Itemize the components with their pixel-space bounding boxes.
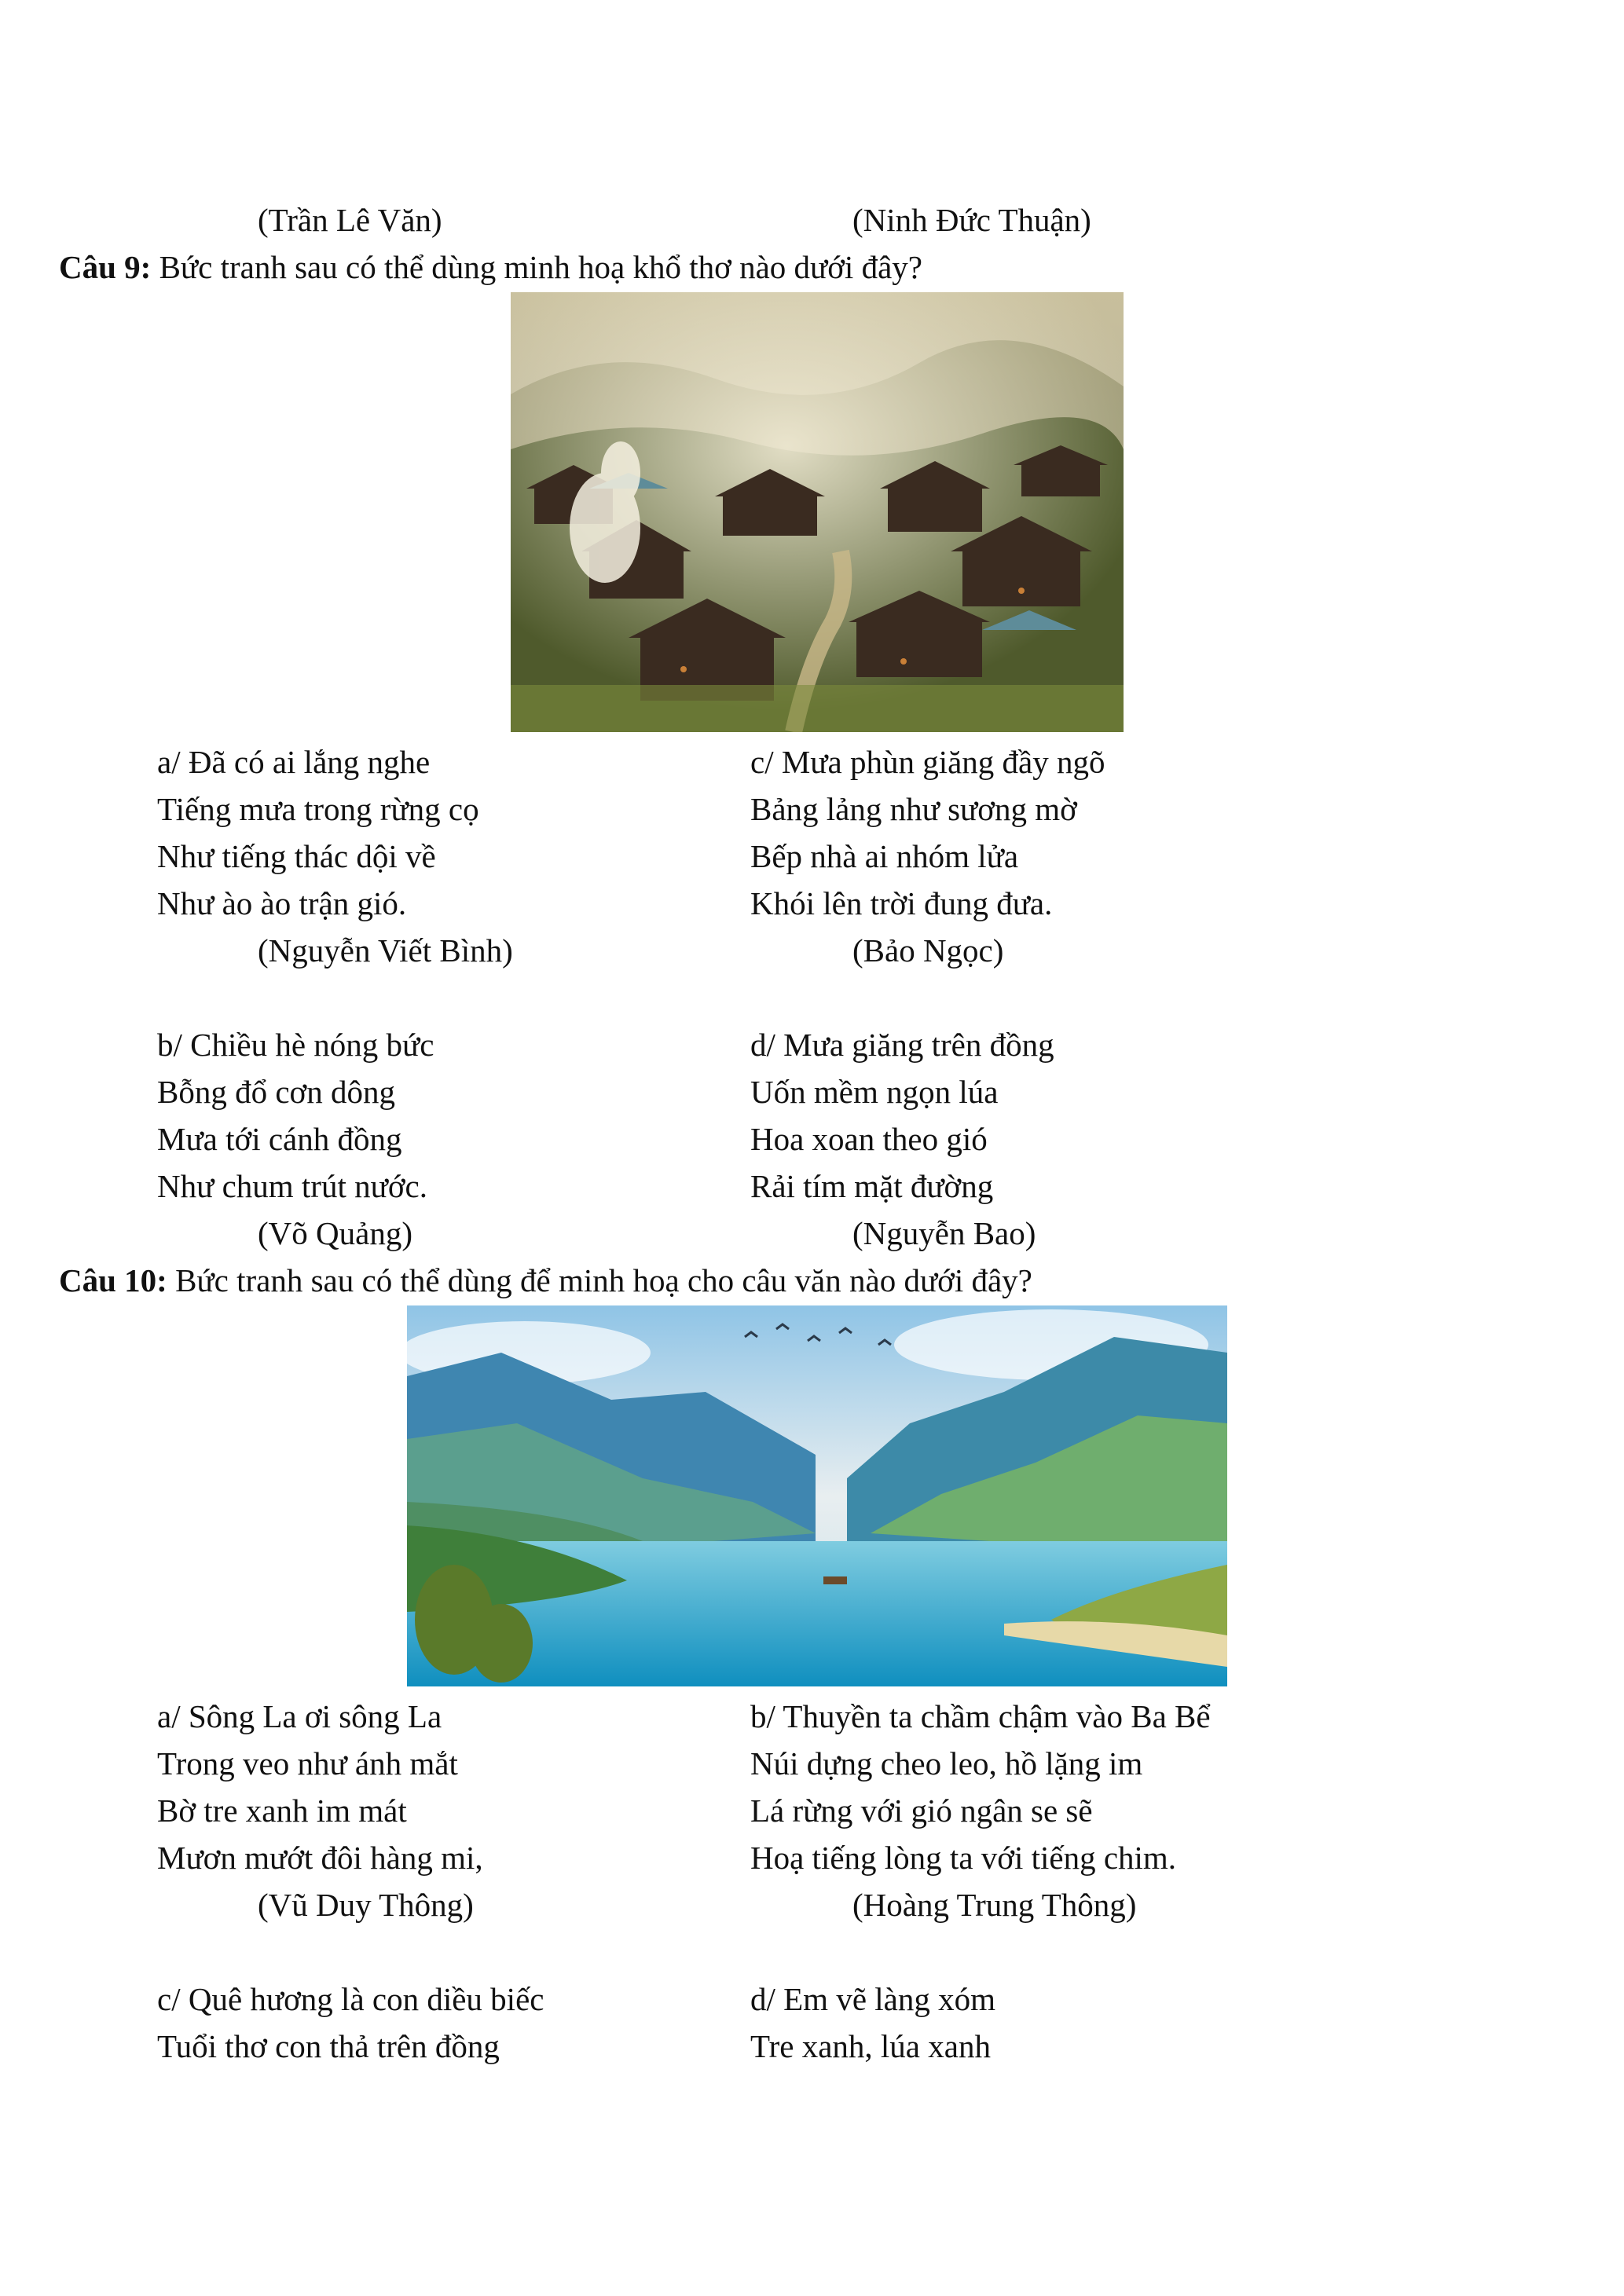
q9-option-d-line-1: d/ Mưa giăng trên đồng (750, 1027, 1054, 1063)
village-picture (511, 292, 1124, 732)
q10-option-d-line-2: Tre xanh, lúa xanh (750, 2028, 991, 2064)
q10-option-a-author: (Vũ Duy Thông) (258, 1887, 474, 1923)
q10-option-b-line-2: Núi dựng cheo leo, hồ lặng im (750, 1745, 1143, 1782)
q9-option-b-line-1: b/ Chiều hè nóng bức (157, 1027, 434, 1063)
q9-option-b-line-4: Như chum trút nước. (157, 1168, 427, 1204)
q10-option-d-line-1: d/ Em vẽ làng xóm (750, 1981, 996, 2017)
q10-option-a-line-1: a/ Sông La ơi sông La (157, 1698, 442, 1734)
q9-option-c-author: (Bảo Ngọc) (852, 932, 1004, 969)
author-ninh-duc-thuan: (Ninh Đức Thuận) (852, 202, 1091, 238)
question-9-label: Câu 9: (59, 249, 152, 285)
q10-option-a-line-4: Mươn mướt đôi hàng mi, (157, 1840, 483, 1876)
q9-option-b-line-3: Mưa tới cánh đồng (157, 1121, 402, 1157)
question-9-text: Bức tranh sau có thể dùng minh hoạ khổ thơ nào dưới đây? (151, 249, 922, 285)
q9-option-a-line-3: Như tiếng thác dội về (157, 838, 436, 874)
q10-option-b-line-4: Hoạ tiếng lòng ta với tiếng chim. (750, 1840, 1177, 1876)
q9-option-a-line-2: Tiếng mưa trong rừng cọ (157, 791, 479, 827)
q9-option-d-line-3: Hoa xoan theo gió (750, 1121, 988, 1157)
q10-option-a-line-2: Trong veo như ánh mắt (157, 1745, 458, 1782)
q9-option-c-line-2: Bảng lảng như sương mờ (750, 791, 1077, 827)
q9-option-a-author: (Nguyễn Viết Bình) (258, 932, 513, 969)
author-tran-le-van: (Trần Lê Văn) (258, 202, 442, 238)
lake-picture (407, 1305, 1227, 1686)
question-9 (59, 244, 922, 291)
q10-option-a-line-3: Bờ tre xanh im mát (157, 1792, 407, 1829)
q9-option-c-line-3: Bếp nhà ai nhóm lửa (750, 838, 1019, 874)
q9-option-c-line-1: c/ Mưa phùn giăng đầy ngõ (750, 744, 1105, 780)
q9-option-a-line-1: a/ Đã có ai lắng nghe (157, 744, 431, 780)
q10-option-c-line-2: Tuổi thơ con thả trên đồng (157, 2028, 500, 2064)
q9-option-d-line-2: Uốn mềm ngọn lúa (750, 1074, 999, 1110)
question-10-text: Bức tranh sau có thể dùng để minh hoạ cho câu văn nào dưới đây? (167, 1262, 1032, 1298)
q10-option-b-author: (Hoàng Trung Thông) (852, 1887, 1137, 1923)
q10-option-b-line-3: Lá rừng với gió ngân se sẽ (750, 1792, 1093, 1829)
question-10-label: Câu 10: (59, 1262, 167, 1298)
q9-option-d-author: (Nguyễn Bao) (852, 1215, 1036, 1251)
question-10 (59, 1257, 1032, 1304)
q9-option-b-line-2: Bỗng đổ cơn dông (157, 1074, 395, 1110)
q9-option-a-line-4: Như ào ào trận gió. (157, 885, 407, 921)
q10-option-b-line-1: b/ Thuyền ta chầm chậm vào Ba Bể (750, 1698, 1211, 1734)
q10-option-c-line-1: c/ Quê hương là con diều biếc (157, 1981, 544, 2017)
q9-option-b-author: (Võ Quảng) (258, 1215, 412, 1251)
q9-option-d-line-4: Rải tím mặt đường (750, 1168, 994, 1204)
q9-option-c-line-4: Khói lên trời đung đưa. (750, 885, 1053, 921)
